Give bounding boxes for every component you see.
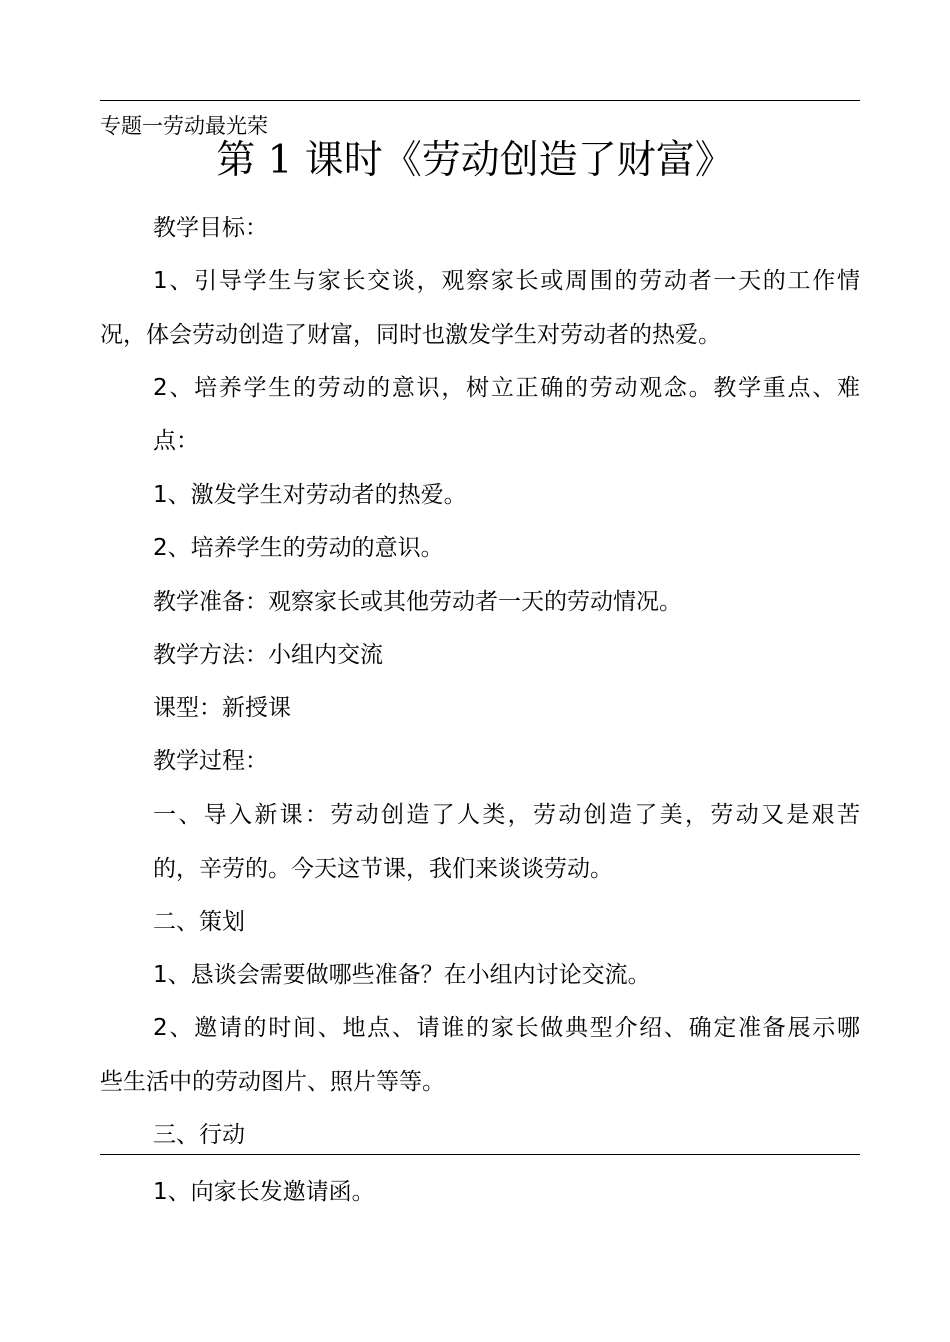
teaching-method: 教学方法：小组内交流	[153, 642, 383, 668]
running-header: 专题一劳动最光荣	[100, 114, 268, 138]
step-2-item-1: 1、恳谈会需要做哪些准备？在小组内讨论交流。	[153, 962, 651, 988]
step-1-line-2: 的，辛劳的。今天这节课，我们来谈谈劳动。	[153, 856, 613, 882]
step-3-heading: 三、行动	[153, 1122, 245, 1148]
process-heading: 教学过程：	[153, 748, 268, 774]
step-2-heading: 二、策划	[153, 909, 245, 935]
step-1-line-1: 一、导入新课：劳动创造了人类，劳动创造了美，劳动又是艰苦	[153, 802, 860, 828]
objective-1-line-1: 1、引导学生与家长交谈，观察家长或周围的劳动者一天的工作情	[153, 268, 860, 294]
step-2-item-2-line-2: 些生活中的劳动图片、照片等等。	[100, 1069, 445, 1095]
objective-1-line-2: 况，体会劳动创造了财富，同时也激发学生对劳动者的热爱。	[100, 322, 721, 348]
page-title: 第 1 课时《劳动创造了财富》	[216, 138, 734, 183]
step-3-item-1: 1、向家长发邀请函。	[153, 1179, 375, 1205]
objective-2-line-1: 2、培养学生的劳动的意识，树立正确的劳动观念。教学重点、难	[153, 375, 860, 401]
step-2-item-2-line-1: 2、邀请的时间、地点、请谁的家长做典型介绍、确定准备展示哪	[153, 1015, 860, 1041]
page-break-rule	[100, 1154, 860, 1155]
key-point-1: 1、激发学生对劳动者的热爱。	[153, 482, 467, 508]
lesson-type: 课型：新授课	[153, 695, 291, 721]
objective-2-line-2: 点：	[153, 428, 199, 454]
header-rule	[100, 100, 860, 101]
teaching-preparation: 教学准备：观察家长或其他劳动者一天的劳动情况。	[153, 589, 682, 615]
objectives-heading: 教学目标：	[153, 215, 268, 241]
key-point-2: 2、培养学生的劳动的意识。	[153, 535, 444, 561]
